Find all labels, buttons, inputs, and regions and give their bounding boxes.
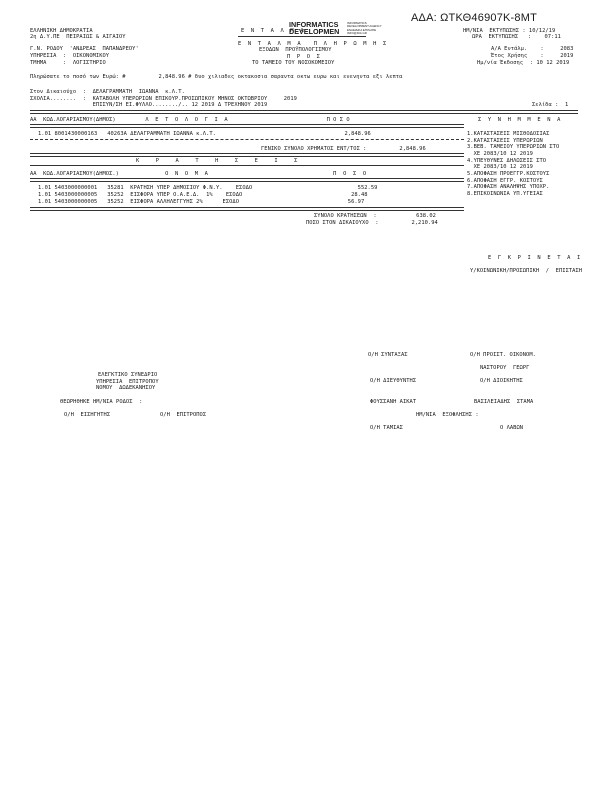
grand-total: ΓΕΝΙΚΟ ΣΥΝΟΛΟ ΧΡΗΜΑΤΟΣ ΕΝΤ/ΤΟΣ : 2,848.96 (261, 146, 426, 152)
head-econ-signature: Ο/Η ΠΡΟΙΣΤ. ΟΙΚΟΝΟΜ. (470, 352, 536, 358)
print-date: ΗΜ/ΝΙΑ ΕΚΤΥΠΩΣΗΣ : 10/12/19 (463, 28, 556, 34)
view-date-label: ΘΕΩΡΗΘΗΚΕ ΗΜ/ΝΙΑ ΡΟΔΟΣ : (60, 399, 143, 405)
audit-prefecture: ΝΟΜΟΥ ΔΩΔΕΚΑΝΗΣΟΥ (96, 385, 156, 391)
director-signature: Ο/Η ΔΙΕΥΘΥΝΤΗΣ (370, 378, 417, 384)
deductions-title-rule (30, 165, 464, 166)
warrant-number: Α/Α Εντάλμ. : 2083 (491, 46, 574, 52)
comments: ΣΧΟΛΙΑ........ : ΚΑΤΑΒΟΛΗ ΥΠΕΡΩΡΙΩΝ ΕΠΙΚΟΥΡ.ΠΡΟΣΩΠΙΚΟΥ ΜΗΝΟΣ ΟΚΤΩΒΡΙΟΥ 2019 (30, 96, 297, 102)
net-amount: ΠΟΣΟ ΣΤΟΝ ΔΙΚΑΙΟΥΧΟ : 2,210.94 (306, 220, 438, 226)
admin-signature: Ο/Η ΔΙΟΙΚΗΤΗΣ (480, 378, 523, 384)
header-treasury: ΤΟ ΤΑΜΕΙΟ ΤΟΥ ΝΟΣΟΚΟΜΕΙΟΥ (252, 60, 335, 66)
payment-date-label: ΗΜ/ΝΙΑ ΕΞΟΦΛΗΣΗΣ : (416, 412, 479, 418)
attachment-item: 5.ΑΠΟΦΑΣΗ ΠΡΟΕΓΓΡ.ΚΟΣΤΟΥΣ (467, 171, 550, 177)
header-to: Π Ρ Ο Σ (287, 54, 320, 60)
title-rule (238, 36, 366, 37)
attachment-item: 3.ΒΕΒ. ΤΑΜΕΙΟΥ ΥΠΕΡΩΡΙΩΝ ΣΤΟ (467, 144, 560, 150)
composer-signature: Ο/Η ΣΥΝΤΑΞΑΣ (368, 352, 408, 358)
deductions-header: ΑΑ ΚΩΔ.ΛΟΓΑΡΙΑΣΜΟΥ(ΔΗΜΟΣ.) Ο Ν Ο Μ Α Π Ο Σ Ο (30, 171, 367, 177)
admin-name: ΒΑΣΙΛΕΙΑΔΗΣ ΣΤΑΜΑ (474, 399, 534, 405)
table1-header-rule (30, 124, 464, 128)
audit-office: ΕΛΕΓΚΤΙΚΟ ΣΥΝΕΔΡΙΟ (98, 372, 158, 378)
header-hospital: Γ.Ν. ΡΟΔΟΥ 'ΑΝΔΡΕΑΣ ΠΑΠΑΝΔΡΕΟΥ' (30, 46, 139, 52)
attachment-item: 7.ΑΠΟΦΑΣΗ ΑΝΑΛΗΨΗΣ ΥΠΟΧΡ. (467, 184, 550, 190)
deductions-title: Κ Ρ Α Τ Η Σ Ε Ι Σ (136, 158, 298, 164)
attachment-item: 4.ΥΠΕΥΘΥΝΕΣ ΔΗΛΩΣΕΙΣ ΣΤΟ (467, 158, 547, 164)
deduction-row: 1.01 5403000000005 35252 ΕΙΣΦΟΡΑ ΑΛΛΗΛΕΓΓΥΗΣ 2% ΕΣΟΔΟ 56.97 (38, 199, 365, 205)
page-number: Σελίδα : 1 (532, 102, 569, 108)
header-title-full: Ε Ν Τ Α Λ Μ Α Π Λ Η Ρ Ω Μ Η Σ (238, 41, 387, 47)
logo-small-text: INFORMATICS DEVELOPMENT AGENCY ΕΝΑΕΙΔΙΚΑ ΕΠΙΛΗΨΕ INFO@IDA.GR (347, 21, 382, 35)
director-name: ΦΟΥΣΣΑΝΗ ΑΙΚΑΤ (370, 399, 417, 405)
beneficiary: Στον Δικαιούχο : ΔΕΛΑΓΡΑΜΜΑΤΗ ΙΩΑΝΝΑ κ.Λ.Τ. (30, 89, 185, 95)
deductions-bottom-rule (30, 207, 464, 211)
header-title-short: Ε Ν Τ Α Λ Μ Α (241, 28, 304, 34)
attachment-item: ΧΕ 2083/10 12 2019 (467, 164, 533, 170)
audit-service: ΥΠΗΡΕΣΙΑ ΕΠΙΤΡΟΠΟΥ (96, 379, 159, 385)
header-department: ΤΜΗΜΑ : ΛΟΓΙΣΤΗΡΙΟ (30, 60, 106, 66)
table1-row: 1.01 8001430000163 40263Α ΔΕΛΑΓΡΑΜΜΑΤΗ ΙΩΑΝΝΑ κ.Λ.Τ. 2,848.96 (38, 131, 371, 137)
attachment-item: 8.ΕΠΙΚΟΙΝΩΝΙΑ ΥΠ.ΥΓΕΙΑΣ (467, 191, 543, 197)
commissioner-signature: Ο/Η ΕΠΙΤΡΟΠΟΣ (160, 412, 207, 418)
comments-attachment: ΕΠΙΣΥΝ/ΣΗ ΕΙ.ΦΥΛΛΟ......../.. 12 2019 Δ ΤΡΕΧΗΝΟΥ 2019 (30, 102, 268, 108)
head-econ-name: ΝΑΣΤΟΡΟΥ ΓΕΩΡΓ (480, 365, 530, 371)
table1-header: ΑΑ ΚΩΔ.ΛΟΓΑΡΙΑΣΜΟΥ(ΔΗΜΟΣ) Λ Ε Τ Ο Λ Ο Γ Ι Α Π Ο Σ Ο (30, 117, 350, 123)
reviewer-signature: Ο/Η ΕΙΣΗΓΗΤΗΣ (64, 412, 111, 418)
deduction-row: 1.01 5403000000001 35281 ΚΡΑΤΗΣΗ ΥΠΕΡ ΔΗΜΟΣΙΟΥ Φ.Ν.Υ. ΕΣΟΔΟ 552.59 (38, 185, 378, 191)
header-service: ΥΠΗΡΕΣΙΑ : ΟΙΚΟΝΟΜΙΚΟΥ (30, 53, 110, 59)
cashier-signature: Ο/Η ΤΑΜΙΑΣ (370, 425, 403, 431)
attachments-title: Σ Υ Ν Η Μ Μ Ε Ν Α (478, 117, 561, 123)
fiscal-year: Έτος Χρήσης : 2019 (491, 53, 574, 59)
attachment-item: 1.ΚΑΤΑΣΤΑΣΕΙΣ ΜΙΣΘΟΔΟΣΙΑΣ (467, 131, 550, 137)
header-region: 2η Δ.Υ.ΠΕ ΠΕΙΡΑΙΩΣ & ΑΙΓΑΙΟΥ (30, 34, 126, 40)
issue-date: Ημ/νία Έκδοσης : 10 12 2019 (477, 60, 570, 66)
deductions-total: ΣΥΝΟΛΟ ΚΡΑΤΗΣΕΩΝ : 638.02 (314, 213, 436, 219)
header-budget: ΕΞΟΔΩΝ ΠΡΟΫΠΟΛΟΓΙΣΜΟΥ (259, 47, 332, 53)
approval-title: Ε Γ Κ Ρ Ι Ν Ε Τ Α Ι (488, 255, 581, 261)
ada-code: ΑΔΑ: ΩΤΚΘ46907Κ-8ΜΤ (411, 12, 538, 24)
amount-in-words: Πληρώσατε το ποσό των Ευρώ: # 2,848.96 # δυο χιλιαδες οκτακοσια σαραντα οκτω ευρω και ενενηντα εξι λεπτα (30, 74, 403, 80)
table1-row-rule (30, 139, 464, 140)
table1-bottom-rule (30, 153, 464, 157)
attachment-item: 2.ΚΑΤΑΣΤΑΣΕΙΣ ΥΠΕΡΩΡΙΩΝ (467, 138, 543, 144)
approval-subtitle: Υ/ΚΟΙΝΩΝΙΚΗ/ΠΡΟΣΩΠΙΚΗ / ΕΠΙΣΤΑΣΗ (470, 268, 583, 274)
print-time: ΩΡΑ ΕΚΤΥΠΩΣΗΣ : 07:11 (472, 34, 561, 40)
header-country: ΕΛΛΗΝΙΚΗ ΔΗΜΟΚΡΑΤΙΑ (30, 28, 93, 34)
deductions-header-rule (30, 178, 464, 182)
deduction-row: 1.01 5403000000005 35252 ΕΙΣΦΟΡΑ ΥΠΕΡ Ο.Α.Ε.Δ. 1% ΕΣΟΔΟ 28.48 (38, 192, 368, 198)
table1-top-rule (30, 110, 578, 114)
logo-name: INFORMATICS DEVELOPMEN (289, 20, 340, 36)
attachment-item: 6.ΑΠΟΦΑΣΗ ΕΓΓΡ. ΚΟΣΤΟΥΣ (467, 178, 543, 184)
attachment-item: ΧΕ 2083/10 12 2019 (467, 151, 533, 157)
receiver-signature: Ο ΛΑΒΩΝ (500, 425, 524, 431)
